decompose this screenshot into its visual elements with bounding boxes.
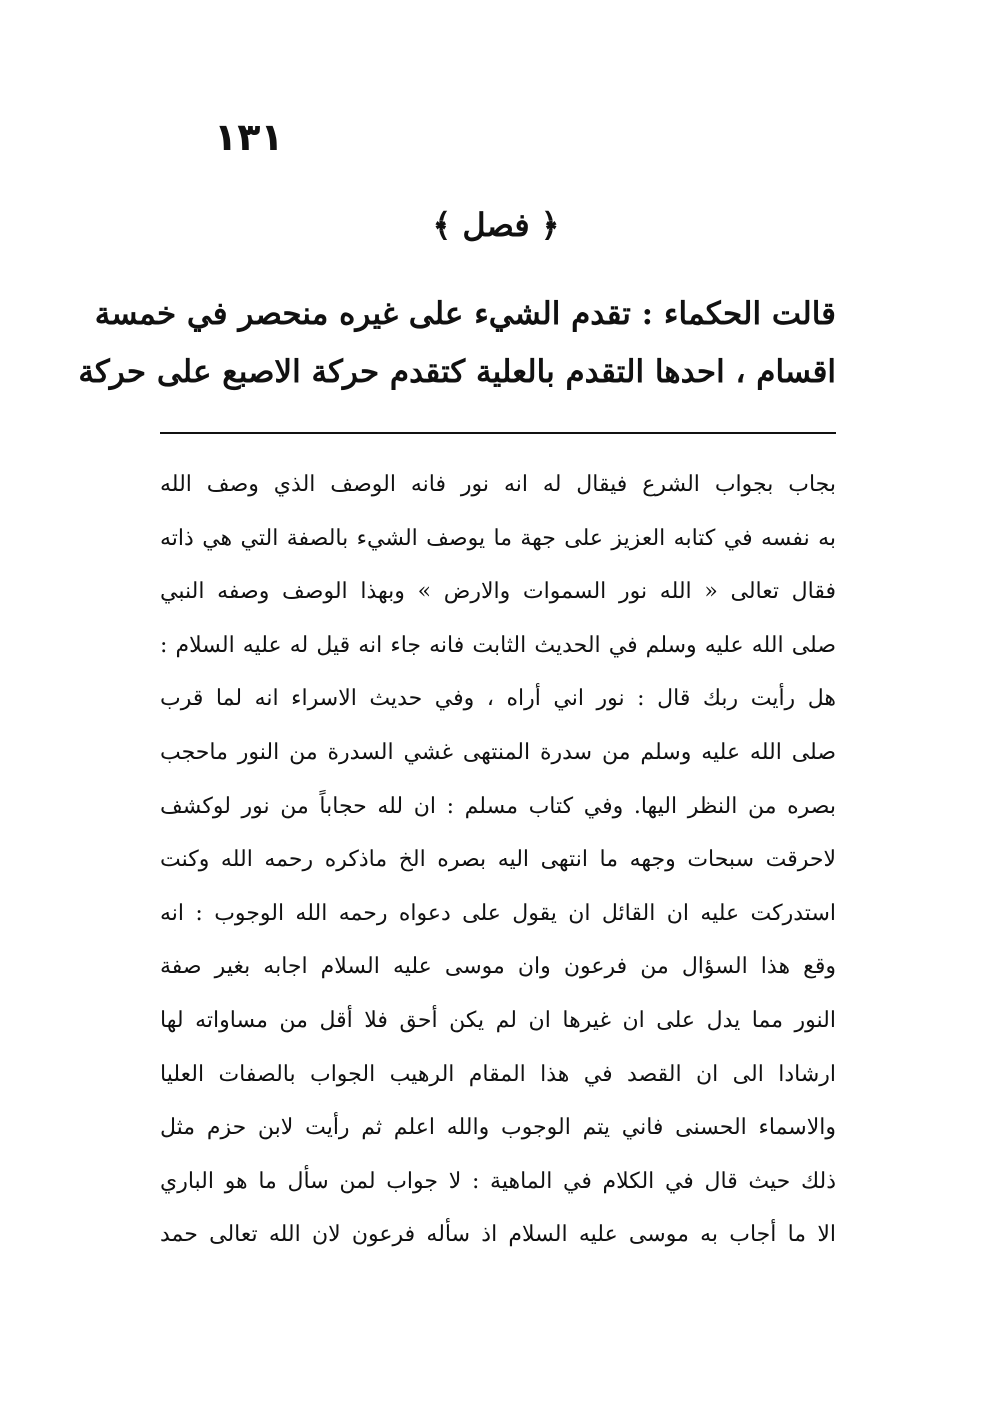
footnote-line: ارشادا الى ان القصد في هذا المقام الرهيب الجواب بالصفات العليا (160, 1061, 836, 1087)
page-number: ١٣١ (214, 115, 284, 159)
footnote-divider (160, 432, 836, 434)
footnote-line: صلى الله عليه وسلم في الحديث الثابت فانه جاء انه قيل له عليه السلام : (160, 632, 836, 658)
footnote-line: به نفسه في كتابه العزيز على جهة ما يوصف الشيء بالصفة التي هي ذاته (160, 525, 836, 551)
footnote-line: وقع هذا السؤال من فرعون وان موسى عليه السلام اجابه بغير صفة (160, 954, 836, 980)
footnote-line: صلى الله عليه وسلم من سدرة المنتهى غشي السدرة من النور ماحجب (160, 739, 836, 765)
footnote-line: هل رأيت ربك قال : نور اني أراه ، وفي حديث الاسراء انه لما قرب (160, 686, 836, 712)
body-text (78, 285, 836, 401)
body-line: قالت الحكماء : تقدم الشيء على غيره منحصر في خمسة (94, 296, 836, 332)
footnote-line: فقال تعالى « الله نور السموات والارض » وبهذا الوصف وصفه النبي (160, 579, 836, 605)
footnote-line: استدركت عليه ان القائل ان يقول على دعواه رحمه الله الوجوب : انه (160, 900, 836, 926)
footnote-line: والاسماء الحسنى فاني يتم الوجوب والله اعلم ثم رأيت لابن حزم مثل (160, 1115, 836, 1141)
body-line: اقسام ، احدها التقدم بالعلية كتقدم حركة الاصبع على حركة (78, 354, 836, 390)
footnote-line: بصره من النظر اليها. وفي كتاب مسلم : ان لله حجاباً من نور لوكشف (160, 793, 836, 819)
footnote-line: الا ما أجاب به موسى عليه السلام اذ سأله فرعون لان الله تعالى حمد (160, 1222, 836, 1248)
section-heading: ﴿ فصل ﴾ (432, 206, 560, 244)
footnote-text (160, 458, 836, 1262)
footnote-line: بجاب بجواب الشرع فيقال له انه نور فانه الوصف الذي وصف الله (160, 472, 836, 497)
footnote-line: لاحرقت سبحات وجهه ما انتهى اليه بصره الخ ماذكره رحمه الله وكنت (160, 847, 836, 873)
footnote-line: ذلك حيث قال في الكلام في الماهية : لا جواب لمن سأل ما هو الباري (160, 1168, 836, 1194)
footnote-line: النور مما يدل على ان غيرها ان لم يكن أحق فلا أقل من مساواته لها (160, 1007, 836, 1033)
